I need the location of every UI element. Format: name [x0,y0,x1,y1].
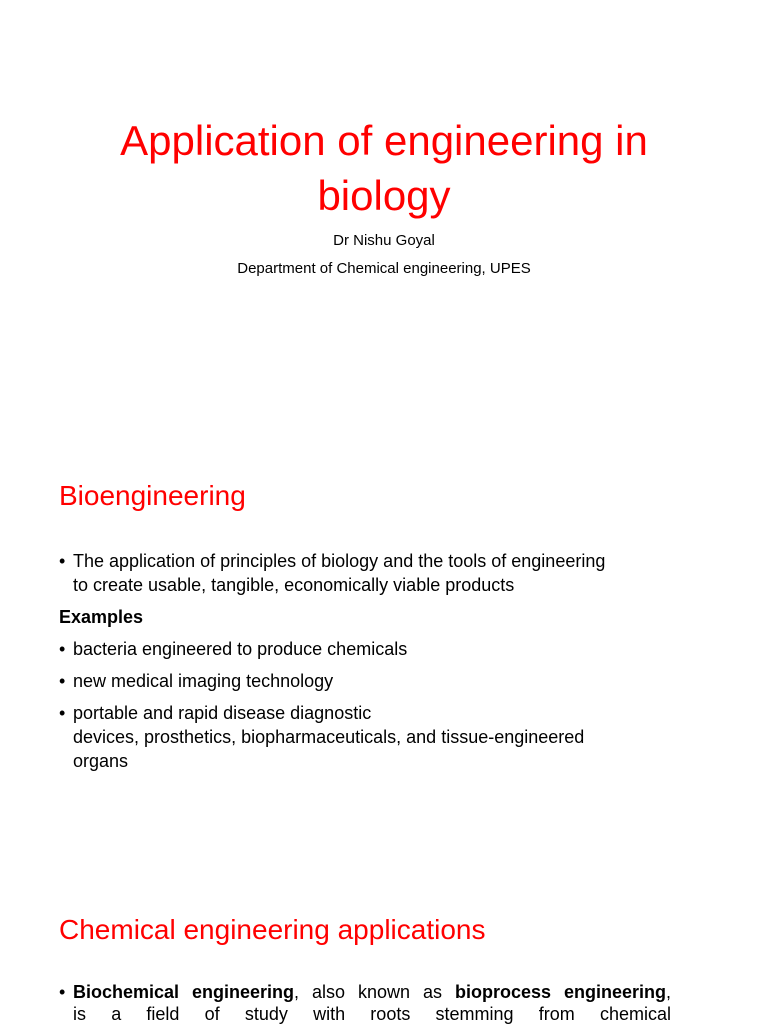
intro-bullet [59,549,719,597]
chemical-engineering-heading: Chemical engineering applications [59,914,486,945]
example-bullet [59,701,719,773]
intro-line-2: to create usable, tangible, economically viable products [73,575,515,595]
bullet-dot: • [59,639,66,659]
bioengineering-heading: Bioengineering [59,480,246,511]
title-slide [0,0,768,420]
example-bullet [59,669,719,693]
bullet-dot: • [59,703,66,723]
biochemical-bullet [59,981,671,1003]
bioengineering-slide [0,420,768,880]
chemical-engineering-slide [0,880,768,1024]
chemical-engineering-body [59,981,671,1024]
example-text: bacteria engineered to produce chemicals [73,639,408,659]
bullet-text: , [665,982,671,1002]
bullet-text: , also known as [294,982,455,1002]
author-name: Dr Nishu Goyal [333,232,435,249]
bullet-line-2: is a field of study with roots stemming from chemical [73,1004,671,1024]
examples-label: Examples [59,607,144,627]
bullet-dot: • [59,671,66,691]
example-text: new medical imaging technology [73,671,334,691]
example-line-1: portable and rapid disease diagnostic [73,703,372,723]
bullet-dot: • [59,982,66,1002]
author-department: Department of Chemical engineering, UPES [237,260,531,277]
bioengineering-body [59,549,719,781]
term-bioprocess-engineering: bioprocess engineering [454,982,666,1002]
term-biochemical-engineering: Biochemical engineering [73,982,295,1002]
example-line-2: devices, prosthetics, biopharmaceuticals, and tissue-engineered [73,727,585,747]
intro-line-1: The application of principles of biology and the tools of engineering [73,551,606,571]
biochemical-bullet-continued [59,1003,671,1024]
bullet-dot: • [59,551,66,571]
example-bullet [59,637,719,661]
title-line-1: Application of engineering in [120,117,648,164]
presentation-title [60,113,708,223]
title-line-2: biology [317,172,451,219]
example-line-3: organs [73,751,129,771]
